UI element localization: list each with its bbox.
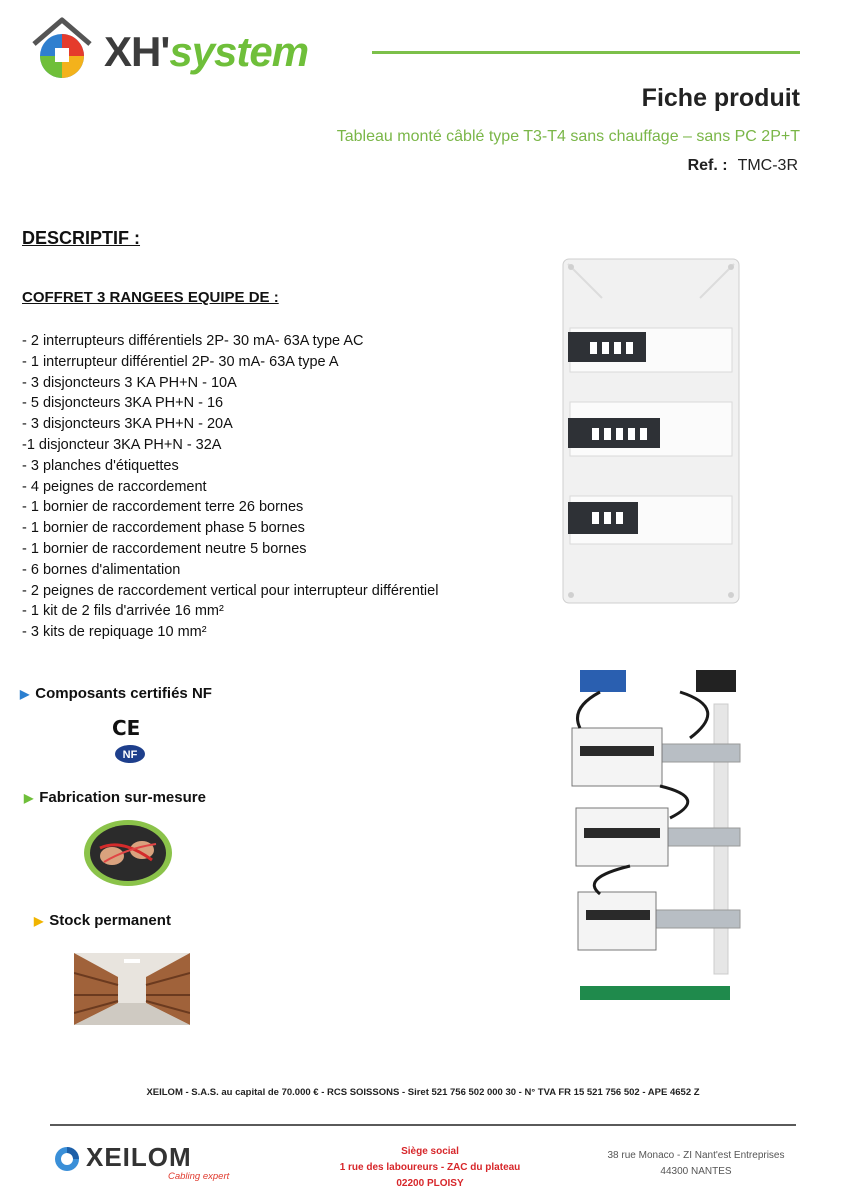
legal-mentions: XEILOM - S.A.S. au capital de 70.000 € - RCS SOISSONS - Siret 521 756 502 000 30 - N° TVA FR 15 521 756 502 - APE 4652 Z — [146, 1087, 700, 1098]
descriptif-heading: DESCRIPTIF : — [22, 228, 141, 248]
list-item: - 3 disjoncteurs 3 KA PH+N - 10A — [22, 374, 237, 391]
feature-certified-nf — [20, 685, 212, 702]
xhsystem-house-logo-icon — [28, 14, 96, 82]
triangle-bullet-icon: ▶ — [24, 791, 34, 805]
warehouse-image — [74, 953, 190, 1025]
wiring-hands-image — [82, 818, 174, 888]
header-divider — [372, 51, 800, 54]
list-item: - 1 bornier de raccordement phase 5 bornes — [22, 520, 305, 537]
head-office-address — [320, 1144, 540, 1192]
siege-line-2: 02200 PLOISY — [396, 1178, 464, 1189]
feature-label: Fabrication sur-mesure — [39, 789, 206, 806]
address-line-1: 38 rue Monaco - ZI Nant'est Entreprises — [607, 1150, 785, 1161]
siege-title: Siège social — [401, 1146, 459, 1157]
list-item: -1 disjoncteur 3KA PH+N - 32A — [22, 436, 222, 453]
triangle-bullet-icon: ▶ — [34, 914, 44, 928]
triangle-bullet-icon: ▶ — [20, 687, 30, 701]
equipment-list — [22, 331, 438, 643]
closed-panel-image — [562, 258, 740, 604]
feature-custom-build — [24, 789, 206, 806]
feature-permanent-stock — [34, 912, 171, 929]
nantes-address — [566, 1148, 826, 1180]
list-item: - 6 bornes d'alimentation — [22, 561, 181, 578]
siege-line-1: 1 rue des laboureurs - ZAC du plateau — [339, 1162, 521, 1173]
nf-logo-text: NF — [122, 749, 138, 761]
list-item: - 1 interrupteur différentiel 2P- 30 mA- 63A type A — [22, 353, 339, 370]
address-line-2: 44300 NANTES — [660, 1166, 732, 1177]
list-item: - 2 peignes de raccordement vertical pour interrupteur différentiel — [22, 582, 439, 599]
xeilom-tagline: Cabling expert — [168, 1171, 230, 1182]
list-item: - 5 disjoncteurs 3KA PH+N - 16 — [22, 395, 224, 412]
product-reference — [688, 157, 798, 175]
nf-logo-icon — [114, 744, 146, 764]
xhsystem-logo-text — [104, 30, 308, 74]
ref-label: Ref. : — [687, 157, 728, 174]
coffret-list-title: COFFRET 3 RANGEES EQUIPE DE : — [22, 289, 279, 306]
xeilom-logo-icon — [54, 1146, 80, 1172]
ref-value: TMC-3R — [737, 157, 798, 174]
logo-xh: XH' — [104, 28, 170, 75]
list-item: - 3 kits de repiquage 10 mm² — [22, 624, 207, 641]
list-item: - 1 bornier de raccordement terre 26 bornes — [22, 499, 304, 516]
list-item: - 4 peignes de raccordement — [22, 478, 207, 495]
list-item: - 3 disjoncteurs 3KA PH+N - 20A — [22, 416, 233, 433]
ce-mark-icon: CE — [112, 716, 141, 740]
feature-label: Stock permanent — [49, 912, 171, 929]
list-item: - 1 kit de 2 fils d'arrivée 16 mm² — [22, 603, 224, 620]
footer-divider — [50, 1124, 796, 1126]
list-item: - 2 interrupteurs différentiels 2P- 30 mA- 63A type AC — [22, 333, 364, 349]
feature-label: Composants certifiés NF — [35, 685, 212, 702]
logo-system: system — [169, 28, 309, 75]
xeilom-logo-text: XEILOM — [86, 1142, 192, 1172]
list-item: - 1 bornier de raccordement neutre 5 bornes — [22, 540, 307, 557]
open-panel-wiring-image — [560, 668, 744, 1008]
list-item: - 3 planches d'étiquettes — [22, 457, 179, 474]
product-subtitle: Tableau monté câblé type T3-T4 sans chauffage – sans PC 2P+T — [336, 128, 800, 145]
page-title: Fiche produit — [641, 84, 800, 112]
